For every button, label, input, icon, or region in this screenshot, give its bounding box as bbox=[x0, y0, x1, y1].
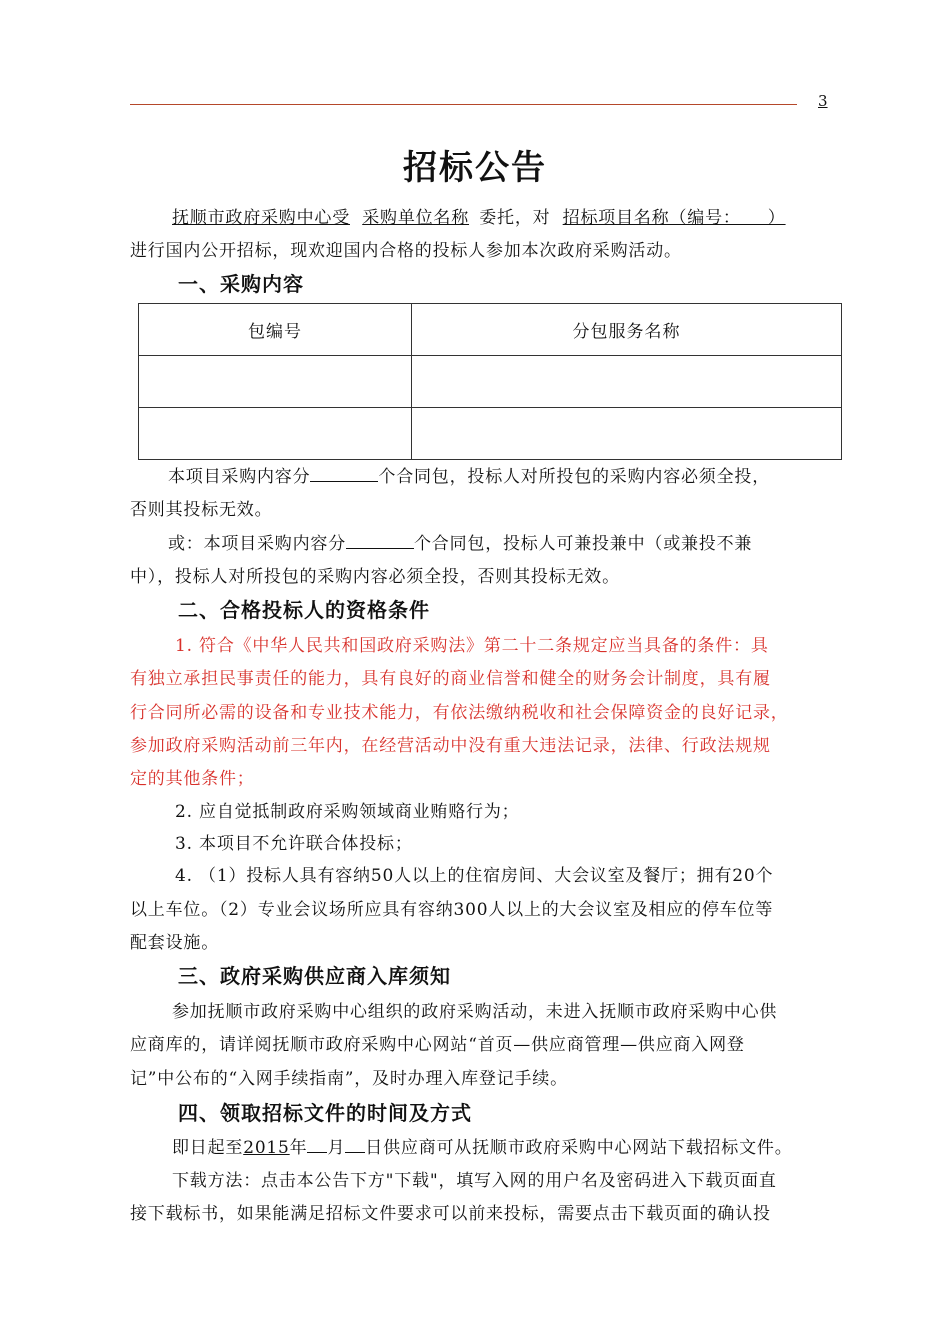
table-cell bbox=[412, 408, 842, 460]
qual-item-1-line-2: 有独立承担民事责任的能力，具有良好的商业信誉和健全的财务会计制度，具有履 bbox=[130, 669, 771, 689]
intro-line-1 bbox=[172, 203, 786, 228]
contract-count-line bbox=[168, 462, 770, 487]
section-3-heading: 三、政府采购供应商入库须知 bbox=[178, 964, 451, 988]
entrust-text: 委托，对 bbox=[479, 208, 551, 228]
qual-item-3: 3. 本项目不允许联合体投标； bbox=[175, 834, 413, 854]
intro-line-2: 进行国内公开招标，现欢迎国内合格的投标人参加本次政府采购活动。 bbox=[130, 241, 682, 261]
para2-text-a: 或：本项目采购内容分 bbox=[168, 534, 346, 554]
table-row bbox=[139, 408, 842, 460]
section-1-heading: 一、采购内容 bbox=[178, 272, 304, 296]
qual-item-4-line-2: 以上车位。（2）专业会议场所应具有容纳300人以上的大会议室及相应的停车位等 bbox=[130, 900, 774, 920]
alt-package-count-blank bbox=[346, 534, 414, 549]
table-cell bbox=[139, 408, 412, 460]
page-title: 招标公告 bbox=[403, 148, 547, 188]
table-cell bbox=[139, 356, 412, 408]
qual-item-4-line-3: 配套设施。 bbox=[130, 933, 219, 953]
qual-item-1-line-4: 参加政府采购活动前三年内，在经营活动中没有重大违法记录，法律、行政法规规 bbox=[130, 736, 771, 756]
qual-item-1-line-5: 定的其他条件； bbox=[130, 769, 255, 789]
section-2-heading: 二、合格投标人的资格条件 bbox=[178, 598, 430, 622]
agency-name: 抚顺市政府采购中心受 bbox=[172, 208, 350, 228]
para1-text-a: 本项目采购内容分 bbox=[168, 467, 311, 487]
header-rule bbox=[130, 104, 797, 105]
para1-text-b: 个合同包，投标人对所投包的采购内容必须全投， bbox=[378, 467, 771, 487]
table-cell bbox=[412, 356, 842, 408]
page-number: 3 bbox=[818, 92, 828, 110]
table-row bbox=[139, 356, 842, 408]
col-header-package-no: 包编号 bbox=[139, 304, 412, 356]
month-blank bbox=[307, 1138, 327, 1153]
supplier-notice-line-1: 参加抚顺市政府采购中心组织的政府采购活动，未进入抚顺市政府采购中心供 bbox=[172, 1002, 778, 1022]
qual-item-4-line-1: 4. （1）投标人具有容纳50人以上的住宿房间、大会议室及餐厅；拥有20个 bbox=[175, 866, 774, 886]
para2-line-2: 中），投标人对所投包的采购内容必须全投，否则其投标无效。 bbox=[130, 567, 620, 587]
qual-item-1-line-1: 1. 符合《中华人民共和国政府采购法》第二十二条规定应当具备的条件：具 bbox=[175, 636, 769, 656]
download-method-line-1: 下载方法：点击本公告下方"下载"，填写入网的用户名及密码进入下载页面直 bbox=[172, 1171, 777, 1191]
para1-line-2: 否则其投标无效。 bbox=[130, 500, 273, 520]
date-text-a: 即日起至 bbox=[172, 1138, 244, 1158]
date-text-d: 日供应商可从抚顺市政府采购中心网站下载招标文件。 bbox=[365, 1138, 793, 1158]
supplier-notice-line-3: 记”中公布的“入网手续指南”，及时办理入库登记手续。 bbox=[130, 1069, 568, 1089]
procurement-table bbox=[138, 303, 842, 460]
section-4-heading: 四、领取招标文件的时间及方式 bbox=[178, 1101, 472, 1125]
project-name: 招标项目名称（编号： ） bbox=[562, 208, 786, 228]
para2-text-b: 个合同包，投标人可兼投兼中（或兼投不兼 bbox=[414, 534, 753, 554]
download-method-line-2: 接下载标书，如果能满足招标文件要求可以前来投标，需要点击下载页面的确认投 bbox=[130, 1204, 771, 1224]
date-text-b: 年 bbox=[289, 1138, 308, 1158]
download-date-line bbox=[172, 1133, 793, 1158]
qual-item-2: 2. 应自觉抵制政府采购领域商业贿赂行为； bbox=[175, 802, 520, 822]
package-count-blank bbox=[310, 467, 378, 482]
col-header-service-name: 分包服务名称 bbox=[412, 304, 842, 356]
qual-item-1-line-3: 行合同所必需的设备和专业技术能力，有依法缴纳税收和社会保障资金的良好记录， bbox=[130, 703, 789, 723]
day-blank bbox=[345, 1138, 365, 1153]
supplier-notice-line-2: 应商库的，请详阅抚顺市政府采购中心网站“首页—供应商管理—供应商入网登 bbox=[130, 1035, 745, 1055]
date-text-c: 月 bbox=[327, 1138, 346, 1158]
alt-contract-line bbox=[168, 529, 752, 554]
year-value: 2015 bbox=[243, 1138, 290, 1158]
purchaser-name: 采购单位名称 bbox=[362, 208, 470, 228]
